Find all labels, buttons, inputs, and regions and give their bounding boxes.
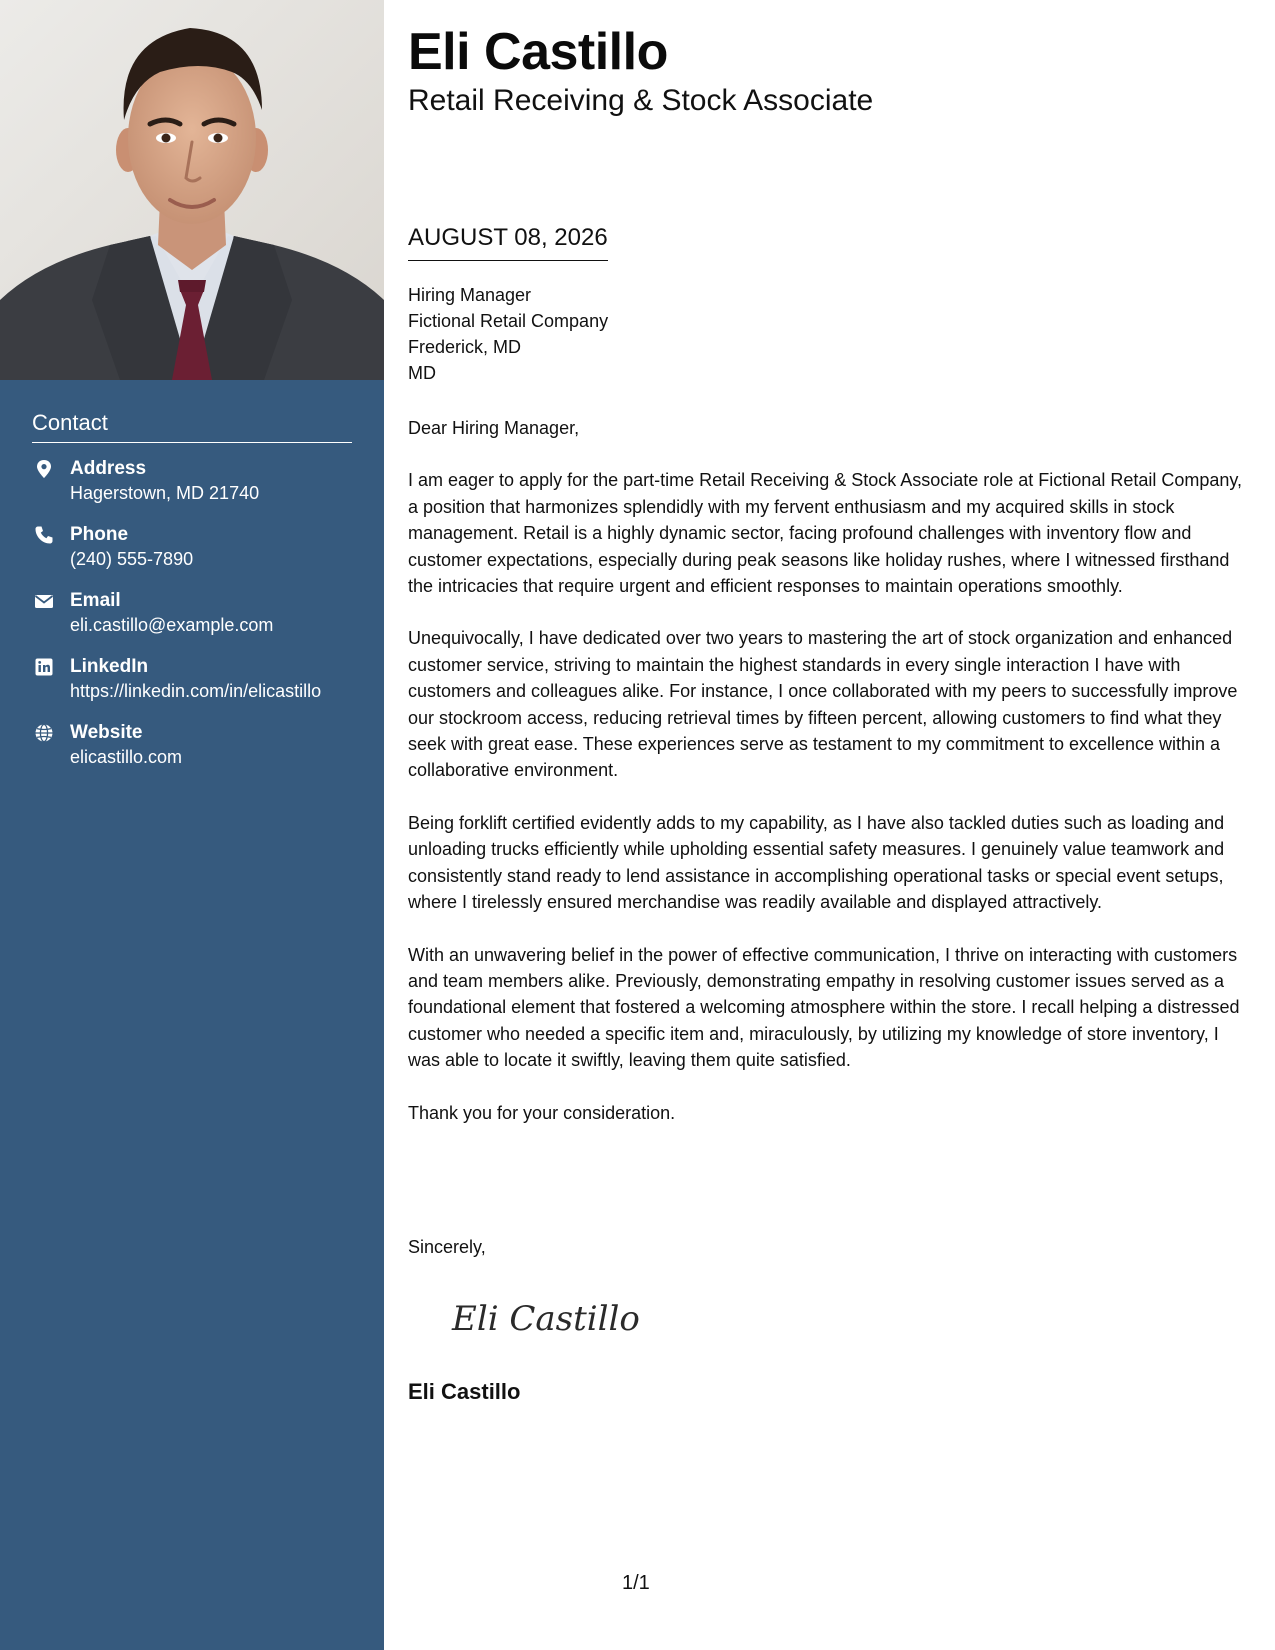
job-title: Retail Receiving & Stock Associate <box>408 84 874 117</box>
contact-heading: Contact <box>32 410 352 443</box>
handwritten-signature <box>448 1292 648 1344</box>
contact-section <box>32 410 352 787</box>
body-paragraph: Being forklift certified evidently adds to my capability, as I have also tackled duties such as loading and unloading trucks efficiently while upholding essential safety measures. I genuinely value teamwork and consistently stand ready to lend assistance in accomplishing operational tasks or special event setups, where I tirelessly ensured merchandise was readily available and displayed attractively. <box>408 812 1225 913</box>
contact-linkedin <box>32 655 352 704</box>
letter-body <box>408 415 1248 1152</box>
salutation: Dear Hiring Manager, <box>408 418 580 438</box>
recipient-line: MD <box>408 363 436 383</box>
location-pin-icon <box>34 459 54 479</box>
page-number: 1/1 <box>622 1572 650 1594</box>
body-paragraph: Unequivocally, I have dedicated over two years to mastering the art of stock organization and enhanced customer service, striving to maintain the highest standards in every single interaction I have with customers and colleagues alike. For instance, I once collaborated with my peers to successfully improve our stockroom access, reducing retrieval times by fifteen percent, allowing customers to find what they seek with great ease. These experiences serve as testament to my commitment to excellence within a collaborative environment. <box>408 628 1238 781</box>
body-paragraph: I am eager to apply for the part-time Retail Receiving & Stock Associate role at Fictional Retail Company, a position that harmonizes splendidly with my fervent enthusiasm and my acquired skills in stock management. Retail is a highly dynamic sector, facing profound challenges with inventory flow and customer expectations, especially during peak seasons like holiday rushes, where I witnessed firsthand the intricacies that require urgent and efficient responses to maintain operations smoothly. <box>408 470 1243 597</box>
email-value[interactable]: eli.castillo@example.com <box>70 615 274 635</box>
linkedin-value[interactable]: https://linkedin.com/in/elicastillo <box>70 681 322 701</box>
website-value[interactable]: elicastillo.com <box>70 747 183 767</box>
recipient-line: Fictional Retail Company <box>408 311 609 331</box>
body-paragraph: With an unwavering belief in the power of effective communication, I thrive on interacting with customers and team members alike. Previously, demonstrating empathy in resolving customer issues served as a foundational element that fostered a welcoming atmosphere within the store. I recall helping a distressed customer who needed a specific item and, miraculously, by utilizing my knowledge of store inventory, I was able to locate it swiftly, leaving them quite satisfied. <box>408 944 1240 1071</box>
applicant-name: Eli Castillo <box>408 23 668 81</box>
contact-label: Address <box>70 458 147 479</box>
contact-label: Website <box>70 722 143 743</box>
contact-website <box>32 721 352 770</box>
address-value: Hagerstown, MD 21740 <box>70 483 260 503</box>
recipient-block <box>408 282 608 386</box>
contact-label: LinkedIn <box>70 656 149 677</box>
contact-phone <box>32 523 352 572</box>
globe-icon <box>34 723 54 743</box>
contact-email <box>32 589 352 638</box>
signer-name: Eli Castillo <box>408 1379 521 1404</box>
envelope-icon <box>34 591 54 611</box>
recipient-line: Hiring Manager <box>408 285 532 305</box>
signature-text: Eli Castillo <box>452 1299 640 1339</box>
recipient-line: Frederick, MD <box>408 337 522 357</box>
phone-icon <box>34 525 54 545</box>
contact-address <box>32 457 352 506</box>
profile-photo <box>0 0 384 380</box>
sidebar <box>0 0 384 1650</box>
thank-you-line: Thank you for your consideration. <box>408 1102 676 1123</box>
letter-date: AUGUST 08, 2026 <box>408 222 608 261</box>
linkedin-icon <box>34 657 54 677</box>
contact-label: Email <box>70 590 121 611</box>
contact-label: Phone <box>70 524 129 545</box>
closing: Sincerely, <box>408 1237 486 1257</box>
phone-value: (240) 555-7890 <box>70 549 194 569</box>
